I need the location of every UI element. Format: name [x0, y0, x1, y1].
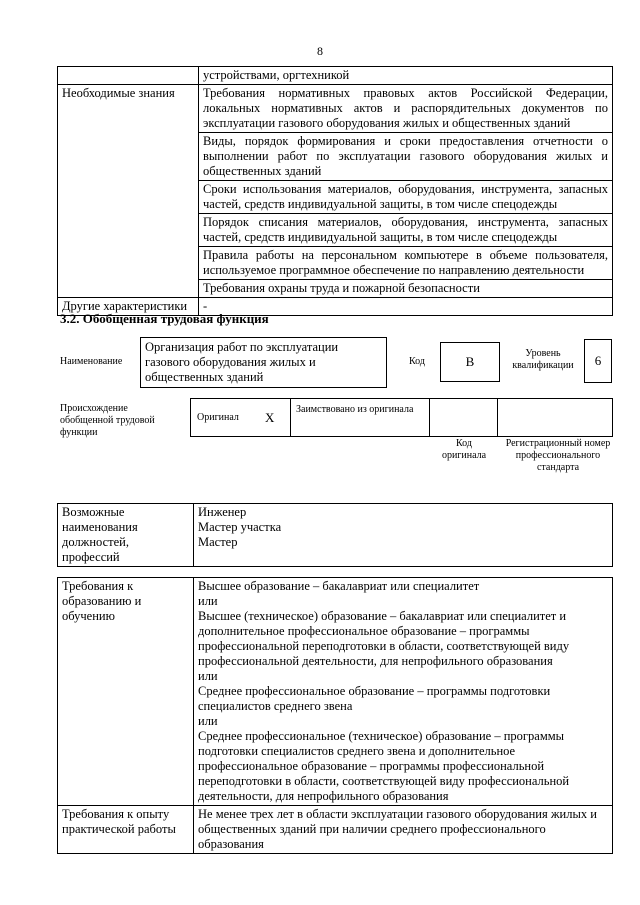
education-values	[194, 578, 613, 806]
education-line: или	[198, 714, 218, 728]
knowledge-item: Требования охраны труда и пожарной безопасности	[199, 280, 613, 298]
education-line: Высшее образование – бакалавриат или специалитет	[198, 579, 480, 593]
level-label: Уровень квалификации	[512, 348, 574, 371]
education-line: или	[198, 669, 218, 683]
positions-label: Возможные наименования должностей, профессий	[58, 504, 194, 567]
position-item: Мастер	[198, 535, 238, 549]
education-line: или	[198, 594, 218, 608]
experience-label: Требования к опыту практической работы	[58, 806, 194, 854]
reg-number-caption: Регистрационный номер профессионального стандарта	[505, 438, 611, 473]
code-original-caption: Код оригинала	[441, 438, 487, 461]
divider	[290, 398, 291, 437]
other-value: -	[199, 298, 613, 316]
code-value: B	[465, 354, 475, 369]
level-value: 6	[594, 353, 602, 368]
page-number: 8	[317, 44, 323, 58]
education-line: Высшее (техническое) образование – бакалавриат или специалитет и дополнительное профессиональное образование – программы профессиональной переподготовки в области, соответствующей виду профессиональной деятельности, для непрофильного образования	[198, 609, 570, 668]
borrowed-label: Заимствовано из оригинала	[296, 404, 414, 415]
section-title: 3.2. Обобщенная трудовая функция	[60, 311, 269, 326]
level-box	[584, 339, 612, 383]
function-name: Организация работ по эксплуатации газового оборудования жилых и общественных зданий	[145, 340, 339, 384]
experience-value: Не менее трех лет в области эксплуатации газового оборудования жилых и общественных зданий при наличии среднего профессионального образования	[194, 806, 613, 854]
other-label: Другие характеристики	[58, 298, 199, 316]
knowledge-item: Правила работы на персональном компьютере в объеме пользователя, используемое программное обеспечение по направлению деятельности	[199, 247, 613, 280]
requirements-table	[57, 577, 613, 854]
knowledge-label: Необходимые знания	[58, 85, 199, 298]
education-label: Требования к образованию и обучению	[58, 578, 194, 806]
positions-values	[194, 504, 613, 567]
function-name-box	[140, 337, 387, 388]
education-line: Среднее профессиональное образование – программы подготовки специалистов среднего звена	[198, 684, 551, 713]
knowledge-item: Порядок списания материалов, оборудования, инструмента, запасных частей, средств индивидуальной защиты, в том числе спецодежды	[199, 214, 613, 247]
origin-label: Происхождение обобщенной трудовой функции	[60, 403, 155, 438]
divider	[429, 398, 430, 437]
knowledge-continuation: устройствами, оргтехникой	[199, 67, 613, 85]
code-label: Код	[409, 356, 425, 367]
positions-table	[57, 503, 613, 567]
knowledge-table	[57, 66, 613, 316]
empty-cell	[58, 67, 199, 85]
name-label: Наименование	[60, 356, 123, 367]
education-line: Среднее профессиональное (техническое) образование – программы подготовки специалистов среднего звена и дополнительное профессиональное образование – программы профессиональной переподготовки в области, соответствующей виду профессиональной деятельности, для непрофильного образования	[198, 729, 570, 803]
divider	[497, 398, 498, 437]
knowledge-item: Виды, порядок формирования и сроки предоставления отчетности о выполнении работ по эксплуатации газового оборудования жилых и общественных зданий	[199, 133, 613, 181]
original-label: Оригинал	[197, 412, 239, 423]
position-item: Инженер	[198, 505, 247, 519]
original-mark: X	[265, 410, 275, 425]
knowledge-item: Сроки использования материалов, оборудования, инструмента, запасных частей, средств индивидуальной защиты, в том числе спецодежды	[199, 181, 613, 214]
position-item: Мастер участка	[198, 520, 282, 534]
knowledge-item: Требования нормативных правовых актов Российской Федерации, локальных нормативных актов и распорядительных документов по эксплуатации газового оборудования жилых и общественных зданий	[199, 85, 613, 133]
code-box	[440, 342, 500, 382]
